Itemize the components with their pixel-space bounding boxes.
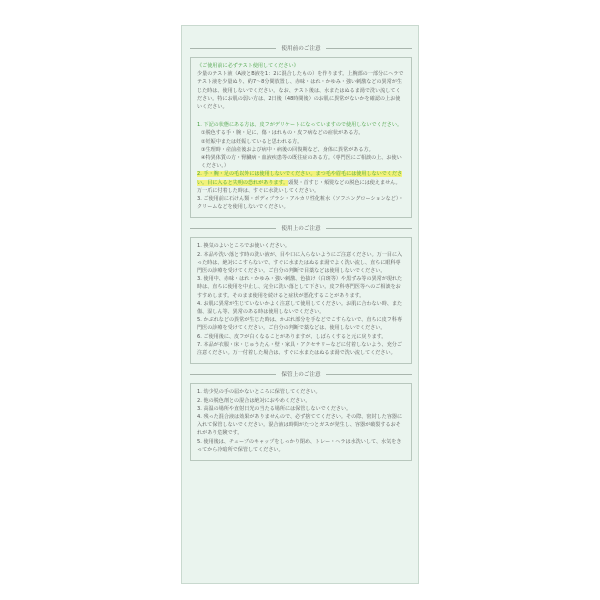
during-use-box <box>190 237 412 364</box>
caution2-highlight: 2. 手・腕・足の毛以外には使用しないでください。まつ毛や眉毛には使用しないでください。目に入ると失明の恐れがあります。 <box>197 171 403 186</box>
during-use-item: 7. 本品が衣服・床・じゅうたん・壁・家具・アクセサリーなどに付着しないよう、充分ご注意ください。万一付着した場合は、すぐに水またはぬるま湯で洗い流してください。 <box>197 341 402 357</box>
caution1-item: ④特異体質の方・腎臓病・血液疾患等の既往症のある方。（専門医にご相談の上、お使いください。） <box>201 155 402 170</box>
during-use-item: 1. 換気のよいところでお使いください。 <box>197 243 291 250</box>
header-rule-left <box>190 228 276 229</box>
during-use-item: 3. 使用中、赤味・はれ・かゆみ・強い刺激、色抜け（白斑等）や黒ずみ等の異常が現れた時は、直ちに使用を中止し、完全に洗い落として下さい。皮フ科専門医等へのご相談をおすすめします。そのまま使用を続けると症状が悪化することがあります。 <box>197 276 403 299</box>
storage-item: 4. 残った混合液は効果がありませんので、必ず捨ててください。その際、密封した容器に入れて保管しないでください。混合液は時間がたつとガスが発生し、容器が破裂するおそれがあり危険です。 <box>197 413 403 437</box>
caution3-text: 3. ご使用前に石けん類・ボディブラシ・アルカリ性化粧水（ソフニングローションなど）・クリームなどを使用しないでください。 <box>197 196 404 211</box>
patch-test-text: 少量のテスト液（A液とB液を1：2に混合したもの）を作ります。上腕部の一部分にヘラでテスト液を少量ぬり、約7～8分間放置し、赤味・はれ・かゆみ・強い刺激などの異常が生じた時は、使用しないでください。なお、テスト後は、水またはぬるま湯で洗い流してください。特にお肌の弱い方は、2日後（48時間後）のお肌に異常がないかを確認の上お使いください。 <box>197 71 404 111</box>
section-header-before-use <box>190 44 412 52</box>
section-header-storage <box>190 370 412 378</box>
during-use-item: 6. ご使用後に、皮フが白くなることがありますが、しばらくすると元に戻ります。 <box>197 333 387 340</box>
during-use-item: 4. お肌に異常が生じていないかよく注意して使用してください。お肌に合わない時、また傷、湿しん等、異常のある時は使用しないでください。 <box>197 300 403 316</box>
header-rule-right <box>326 228 412 229</box>
header-rule-right <box>326 48 412 49</box>
storage-item: 1. 幼少児の手の届かないところに保管してください。 <box>197 389 321 396</box>
storage-item: 5. 使用後は、チューブのキャップをしっかり閉め、トレー・ヘラは水洗いして、水気をきってから冷暗所で保管してください。 <box>197 438 402 453</box>
caution1-item: ②妊娠中または妊娠していると思われる方。 <box>201 138 303 145</box>
before-use-box <box>190 57 412 218</box>
section-title: 使用前のご注意 <box>281 46 321 52</box>
header-rule-left <box>190 374 276 375</box>
instructions-panel <box>181 25 419 584</box>
storage-box <box>190 383 412 461</box>
header-rule-right <box>326 374 412 375</box>
patch-test-heading: 《ご使用前に必ずテスト使用してください》 <box>197 63 299 69</box>
storage-item: 3. 高温の場所や直射日光の当たる場所には保管しないでください。 <box>197 405 352 412</box>
caution2-rest: 頭髪・首すじ・頬髪などの脱色には使えません。万一爪に付着した時は、すぐに水洗いしてください。 <box>197 179 401 194</box>
storage-item: 2. 他の脱色剤との混合は絶対におやめください。 <box>197 397 311 404</box>
caution1-item: ①脱色する手・腕・足に、傷・はれもの・皮フ病などの症状がある方。 <box>201 130 364 137</box>
header-rule-left <box>190 48 276 49</box>
section-title: 使用上のご注意 <box>281 226 321 233</box>
caution2-text <box>197 170 405 195</box>
caution1-item: ③生理時・産前産後および病中・病後の回復期など、身体に異常がある方。 <box>201 146 374 153</box>
during-use-item: 2. 本品や洗い落とす時の洗い液が、目や口に入らないようにご注意ください。万一目に入った時は、絶対にこすらないで、すぐに水またはぬるま湯でよく洗い流し、直ちに眼科専門医の診療を受けてください。ご自分の判断で目薬などは使用しないでください。 <box>197 251 403 275</box>
section-title: 保管上のご注意 <box>281 372 321 379</box>
during-use-item: 5. かぶれなどの異常が生じた時は、かぶれ部分を手などでこすらないで、直ちに皮フ科専門医の診療を受けてください。ご自分の判断で薬などは、使用しないでください。 <box>197 317 403 332</box>
instructions-content <box>190 44 412 467</box>
section-header-during-use <box>190 224 412 232</box>
caution1-heading: 1. 下記の状態にある方は、皮フがデリケートになっていますので使用しないでください。 <box>197 122 403 129</box>
